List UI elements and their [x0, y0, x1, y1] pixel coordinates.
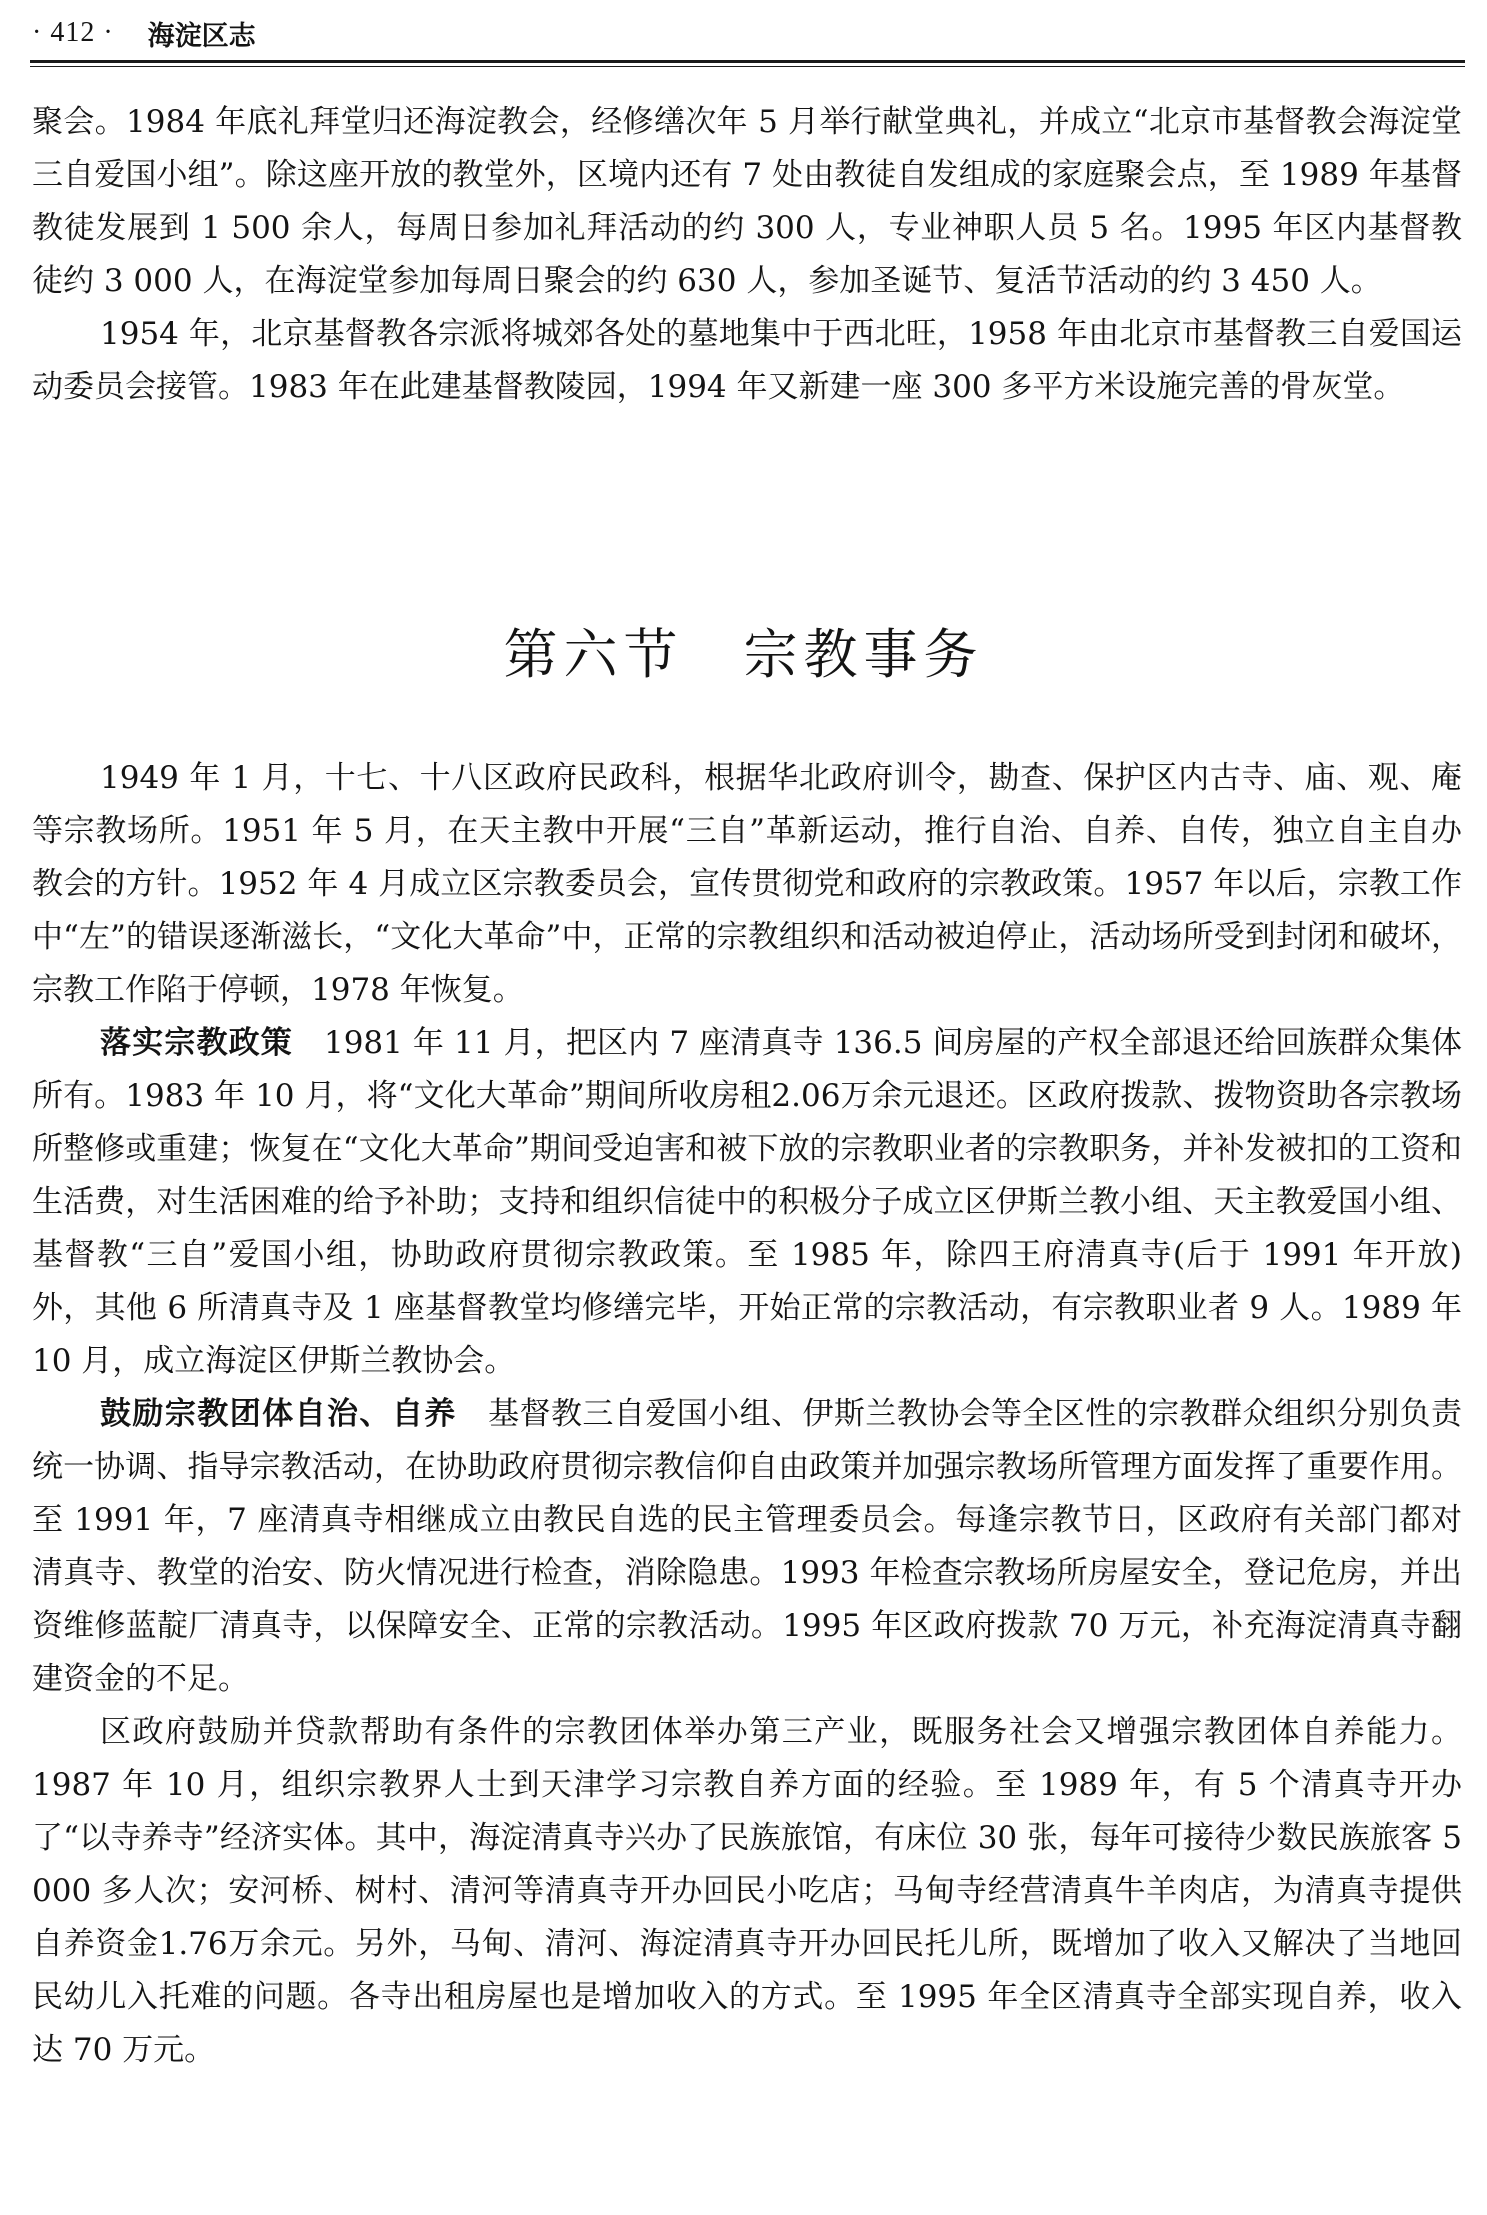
paragraph-text: 1981 年 11 月，把区内 7 座清真寺 136.5 间房屋的产权全部退还给回族群众集体所有。1983 年 10 月，将“文化大革命”期间所收房租2.06万余元退还。区政府拨款、拨物资助各宗教场所整修或重建；恢复在“文化大革命”期间受迫害和被下放的宗教职业者的宗教职务，并补发被扣的工资和生活费，对生活困难的给予补助；支持和组织信徒中的积极分子成立区伊斯兰教小组、天主教爱国小组、基督教“三自”爱国小组，协助政府贯彻宗教政策。至 1985 年，除四王府清真寺(后于 1991 年开放)外，其他 6 所清真寺及 1 座基督教堂均修缮完毕，开始正常的宗教活动，有宗教职业者 9 人。1989 年 10 月，成立海淀区伊斯兰教协会。 — [32, 1025, 1463, 1379]
continued-text-block — [32, 96, 1462, 414]
paragraph — [32, 1706, 1462, 2077]
run-in-heading: 落实宗教政策 — [100, 1025, 293, 1061]
paragraph — [32, 1017, 1462, 1388]
header-rule-thick — [30, 60, 1465, 63]
continued-paragraph: 聚会。1984 年底礼拜堂归还海淀教会，经修缮次年 5 月举行献堂典礼，并成立“北京市基督教会海淀堂三自爱国小组”。除这座开放的教堂外，区境内还有 7 处由教徒自发组成的家庭聚会点，至 1989 年基督教徒发展到 1 500 余人，每周日参加礼拜活动的约 300 人，专业神职人员 5 名。1995 年区内基督教徒约 3 000 人，在海淀堂参加每周日聚会的约 630 人，参加圣诞节、复活节活动的约 3 450 人。 — [32, 104, 1462, 299]
book-title: 海淀区志 — [147, 20, 256, 52]
run-in-heading: 鼓励宗教团体自治、自养 — [100, 1396, 457, 1432]
section-title: 第六节 宗教事务 — [503, 623, 984, 686]
paragraph — [32, 752, 1462, 1017]
paragraph-text: 1949 年 1 月，十七、十八区政府民政科，根据华北政府训令，勘查、保护区内古寺、庙、观、庵等宗教场所。1951 年 5 月，在天主教中开展“三自”革新运动，推行自治、自养、自传，独立自主自办教会的方针。1952 年 4 月成立区宗教委员会，宣传贯彻党和政府的宗教政策。1957 年以后，宗教工作中“左”的错误逐渐滋长，“文化大革命”中，正常的宗教组织和活动被迫停止，活动场所受到封闭和破坏，宗教工作陷于停顿，1978 年恢复。 — [32, 760, 1462, 1008]
paragraph: 1954 年，北京基督教各宗派将城郊各处的墓地集中于西北旺，1958 年由北京市基督教三自爱国运动委员会接管。1983 年在此建基督教陵园，1994 年又新建一座 300 多平方米设施完善的骨灰堂。 — [32, 316, 1462, 405]
paragraph — [32, 1388, 1462, 1706]
running-header — [32, 12, 256, 54]
paragraph-text: 基督教三自爱国小组、伊斯兰教协会等全区性的宗教群众组织分别负责统一协调、指导宗教活动，在协助政府贯彻宗教信仰自由政策并加强宗教场所管理方面发挥了重要作用。至 1991 年，7 座清真寺相继成立由教民自选的民主管理委员会。每逢宗教节日，区政府有关部门都对清真寺、教堂的治安、防火情况进行检查，消除隐患。1993 年检查宗教场所房屋安全，登记危房，并出资维修蓝靛厂清真寺，以保障安全、正常的宗教活动。1995 年区政府拨款 70 万元，补充海淀清真寺翻建资金的不足。 — [32, 1396, 1463, 1697]
section-body — [32, 752, 1462, 2077]
paragraph-text: 区政府鼓励并贷款帮助有条件的宗教团体举办第三产业，既服务社会又增强宗教团体自养能力。1987 年 10 月，组织宗教界人士到天津学习宗教自养方面的经验。至 1989 年，有 5 个清真寺开办了“以寺养寺”经济实体。其中，海淀清真寺兴办了民族旅馆，有床位 30 张，每年可接待少数民族旅客 5 000 多人次；安河桥、树村、清河等清真寺开办回民小吃店；马甸寺经营清真牛羊肉店，为清真寺提供自养资金1.76万余元。另外，马甸、清河、海淀清真寺开办回民托儿所，既增加了收入又解决了当地回民幼儿入托难的问题。各寺出租房屋也是增加收入的方式。至 1995 年全区清真寺全部实现自养，收入达 70 万元。 — [32, 1714, 1462, 2068]
page-number: · 412 · — [32, 17, 114, 48]
header-rule-thin — [30, 66, 1465, 67]
